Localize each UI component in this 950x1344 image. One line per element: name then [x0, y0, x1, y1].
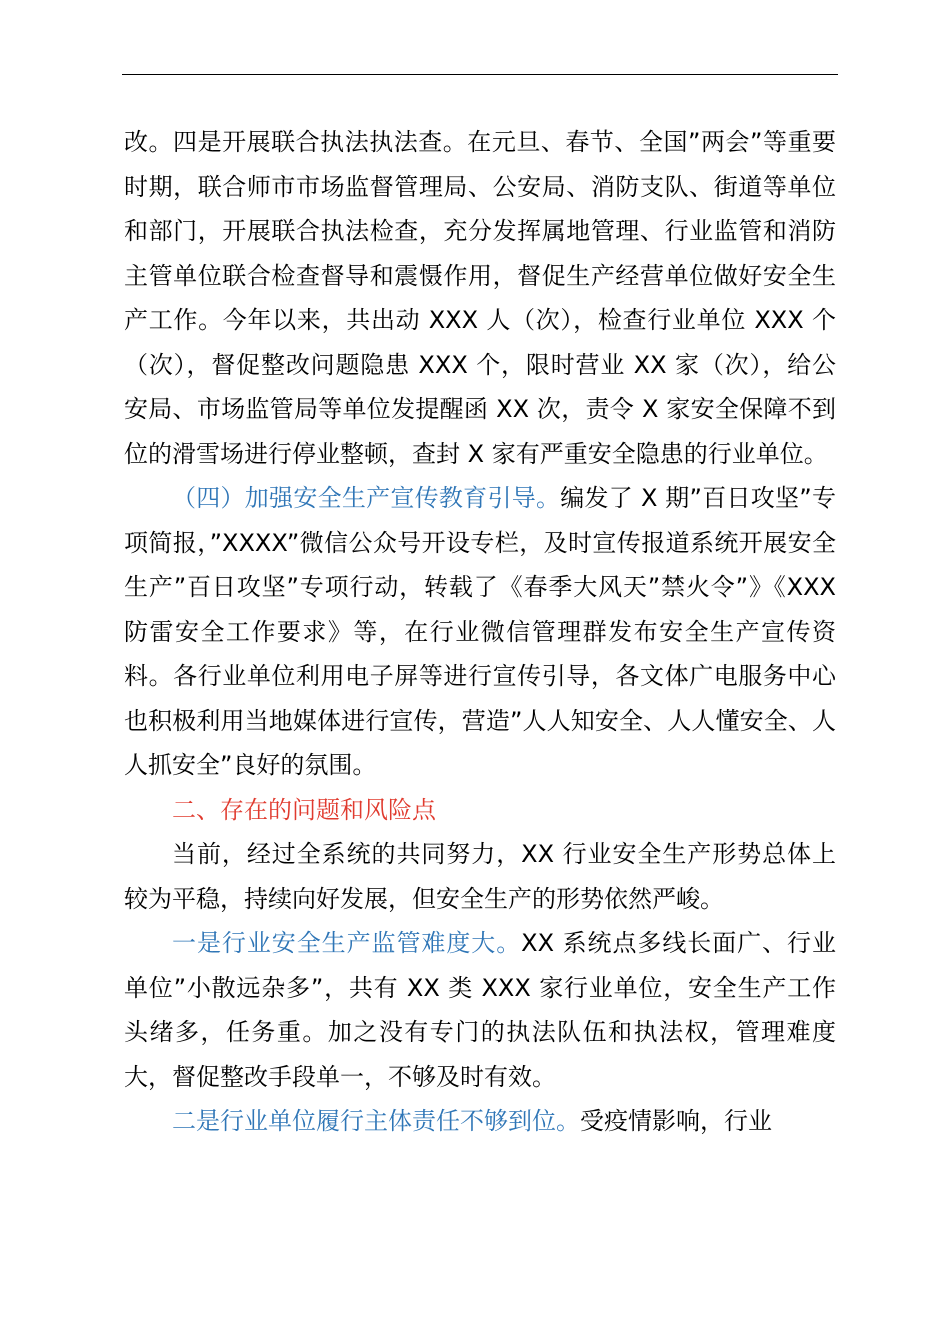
- paragraph-text: 编发了 X 期”百日攻坚”专项简报，”XXXX”微信公众号开设专栏，及时宣传报道系统开展安全生产”百日攻坚”专项行动，转载了《春季大风天”禁火令”》《XXX 防雷安全工作要求》等，在行业微信管理群发布安全生产宣传资料。各行业单位利用电子屏等进行宣传引导，各文体广电服务中心也积极利用当地媒体进行宣传，营造”人人知安全、人人懂安全、人人抓安全”良好的氛围。: [124, 484, 836, 779]
- document-body: [124, 120, 836, 1144]
- paragraph-publicity: [124, 476, 836, 788]
- paragraph-law-enforcement: [124, 120, 836, 476]
- paragraph-supervision-difficulty: [124, 921, 836, 1099]
- section-heading-publicity: （四）加强安全生产宣传教育引导。: [172, 484, 561, 512]
- paragraph-text: 改。四是开展联合执法执法查。在元旦、春节、全国”两会”等重要时期，联合师市市场监督管理局、公安局、消防支队、街道等单位和部门，开展联合执法检查，充分发挥属地管理、行业监管和消防主管单位联合检查督导和震慑作用，督促生产经营单位做好安全生产工作。今年以来，共出动 XXX 人（次），检查行业单位 XXX 个（次），督促整改问题隐患 XXX 个，限时营业 XX 家（次），给公安局、市场监管局等单位发提醒函 XX 次，责令 X 家安全保障不到位的滑雪场进行停业整顿，查封 X 家有严重安全隐患的行业单位。: [124, 128, 836, 468]
- paragraph-responsibility: [124, 1099, 836, 1144]
- paragraph-text: 受疫情影响，行业: [580, 1107, 772, 1135]
- section-title: 二、存在的问题和风险点: [172, 795, 436, 824]
- section-title-problems: [124, 788, 836, 833]
- paragraph-text: 当前，经过全系统的共同努力，XX 行业安全生产形势总体上较为平稳，持续向好发展，但安全生产的形势依然严峻。: [124, 840, 836, 913]
- subheading-supervision: 一是行业安全生产监管难度大。: [172, 929, 522, 957]
- paragraph-overview: [124, 832, 836, 921]
- paragraph-text: XX 系统点多线长面广、行业单位”小散远杂多”，共有 XX 类 XXX 家行业单位，安全生产工作头绪多，任务重。加之没有专门的执法队伍和执法权，管理难度大，督促整改手段单一，不够及时有效。: [124, 929, 837, 1091]
- header-rule: [122, 74, 838, 75]
- subheading-responsibility: 二是行业单位履行主体责任不够到位。: [172, 1107, 580, 1135]
